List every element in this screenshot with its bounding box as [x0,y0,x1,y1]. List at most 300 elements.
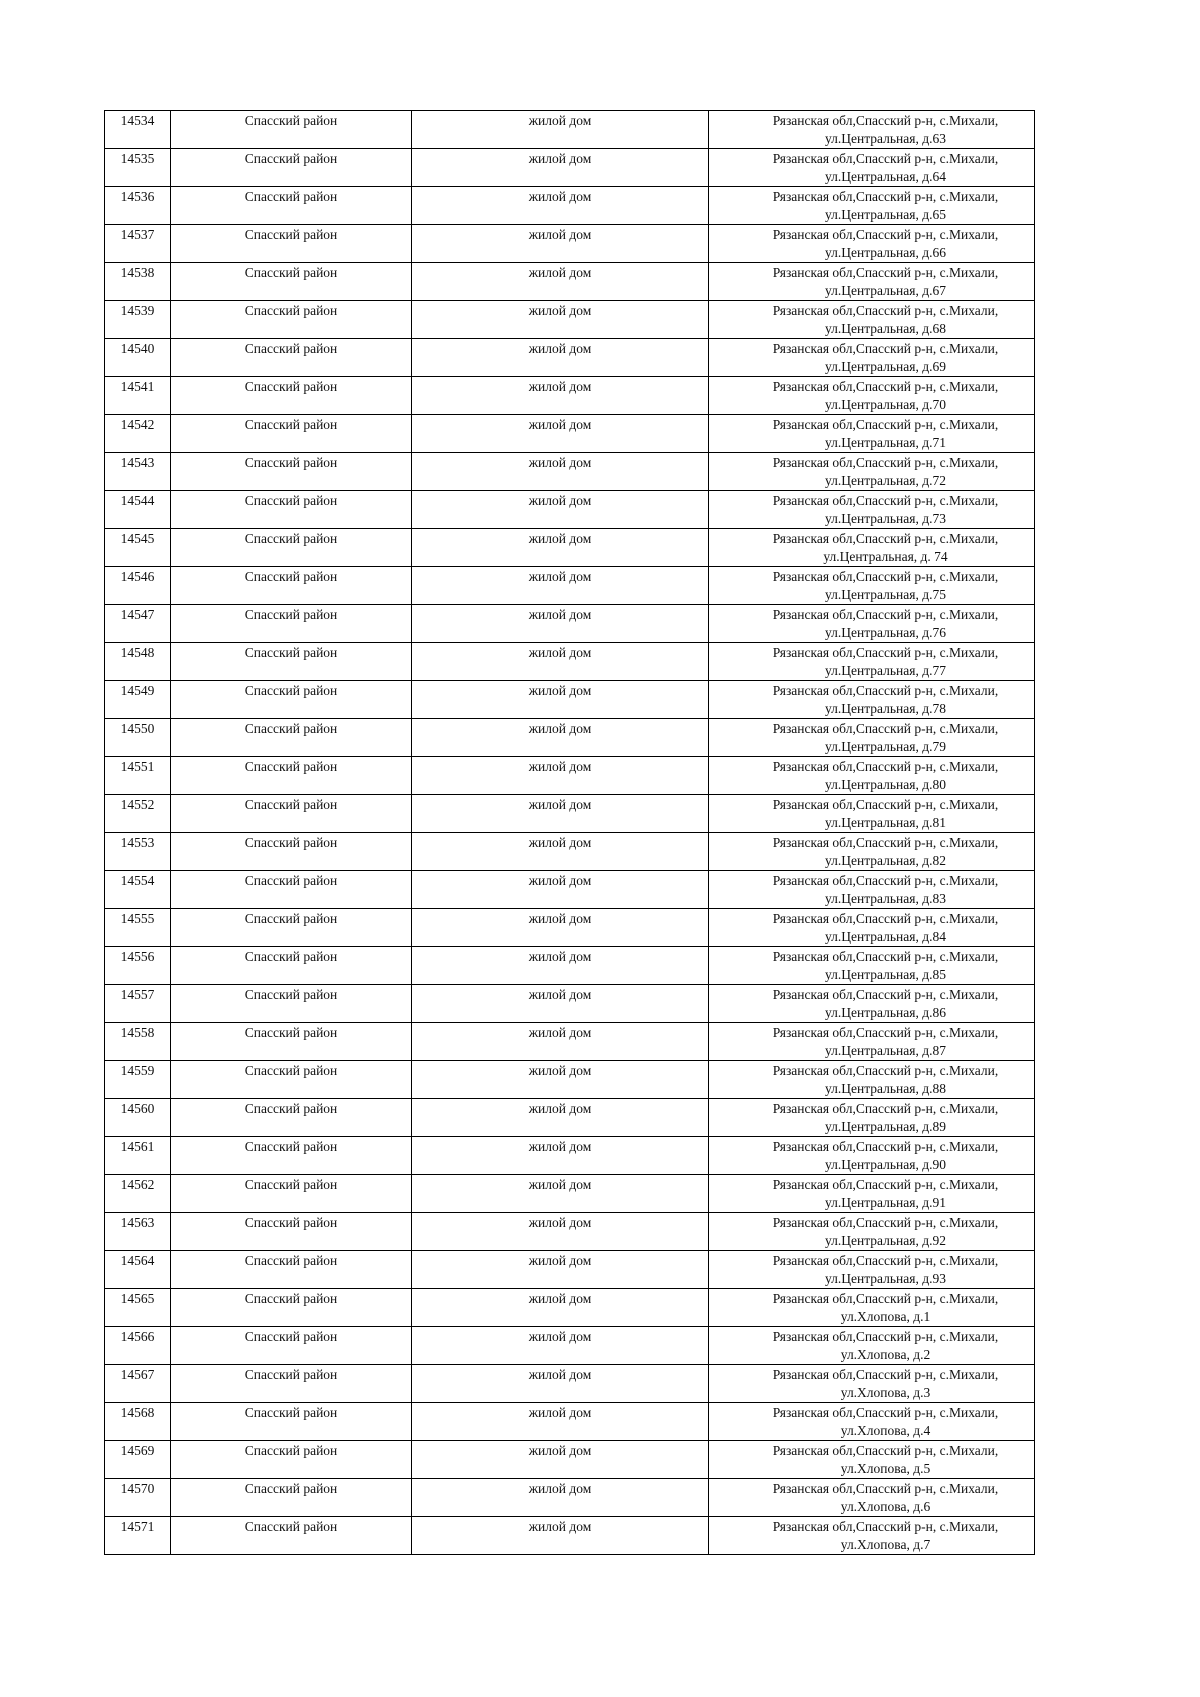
address-line-region: Рязанская обл,Спасский р-н, с.Михали, [772,797,999,812]
address-line-street: ул.Центральная, д. 74 [823,549,948,564]
address-line-street: ул.Центральная, д.67 [825,283,946,298]
district-name: Спасский район [244,607,338,622]
address-line-region: Рязанская обл,Спасский р-н, с.Михали, [772,113,999,128]
address-line-street: ул.Центральная, д.65 [825,207,946,222]
address-line-street: ул.Центральная, д.70 [825,397,946,412]
address-cell [709,1289,1035,1327]
district-cell [171,301,412,339]
registry-table-body [105,111,1035,1555]
district-name: Спасский район [244,113,338,128]
table-row [105,833,1035,871]
object-type-cell [412,339,709,377]
record-number: 14567 [120,1367,155,1382]
address-line-region: Рязанская обл,Спасский р-н, с.Михали, [772,1367,999,1382]
address-cell [709,1365,1035,1403]
address-line-region: Рязанская обл,Спасский р-н, с.Михали, [772,873,999,888]
district-cell [171,871,412,909]
object-type: жилой дом [528,1215,592,1230]
district-cell [171,795,412,833]
address-line-street: ул.Центральная, д.66 [825,245,946,260]
address-line-street: ул.Центральная, д.82 [825,853,946,868]
district-name: Спасский район [244,1291,338,1306]
object-type: жилой дом [528,797,592,812]
record-number: 14564 [120,1253,155,1268]
district-cell [171,377,412,415]
district-name: Спасский район [244,873,338,888]
table-row [105,1479,1035,1517]
address-line-region: Рязанская обл,Спасский р-н, с.Михали, [772,987,999,1002]
district-name: Спасский район [244,493,338,508]
record-number: 14551 [120,759,155,774]
object-type: жилой дом [528,1443,592,1458]
object-type: жилой дом [528,1481,592,1496]
object-type-cell [412,643,709,681]
district-name: Спасский район [244,645,338,660]
record-number-cell [105,187,171,225]
district-cell [171,111,412,149]
district-name: Спасский район [244,1063,338,1078]
district-name: Спасский район [244,1139,338,1154]
record-number-cell [105,681,171,719]
object-type-cell [412,909,709,947]
address-cell [709,833,1035,871]
table-row [105,757,1035,795]
address-cell [709,757,1035,795]
address-line-street: ул.Центральная, д.71 [825,435,946,450]
address-cell [709,1327,1035,1365]
table-row [105,681,1035,719]
address-line-street: ул.Центральная, д.78 [825,701,946,716]
address-line-street: ул.Хлопова, д.7 [840,1537,931,1552]
object-type-cell [412,605,709,643]
district-cell [171,529,412,567]
record-number: 14548 [120,645,155,660]
record-number-cell [105,453,171,491]
object-type-cell [412,111,709,149]
address-cell [709,1213,1035,1251]
object-type: жилой дом [528,1139,592,1154]
address-cell [709,605,1035,643]
object-type: жилой дом [528,189,592,204]
address-cell [709,529,1035,567]
address-cell [709,1023,1035,1061]
table-row [105,1099,1035,1137]
address-line-region: Рязанская обл,Спасский р-н, с.Михали, [772,1443,999,1458]
table-row [105,377,1035,415]
address-line-region: Рязанская обл,Спасский р-н, с.Михали, [772,379,999,394]
address-cell [709,985,1035,1023]
district-cell [171,1479,412,1517]
record-number-cell [105,263,171,301]
object-type: жилой дом [528,911,592,926]
district-cell [171,1099,412,1137]
table-row [105,187,1035,225]
district-name: Спасский район [244,835,338,850]
object-type: жилой дом [528,265,592,280]
address-line-region: Рязанская обл,Спасский р-н, с.Михали, [772,493,999,508]
address-line-street: ул.Центральная, д.80 [825,777,946,792]
record-number: 14569 [120,1443,155,1458]
district-cell [171,1213,412,1251]
record-number-cell [105,795,171,833]
address-line-region: Рязанская обл,Спасский р-н, с.Михали, [772,1063,999,1078]
table-row [105,1251,1035,1289]
table-row [105,1403,1035,1441]
record-number-cell [105,871,171,909]
object-type-cell [412,1137,709,1175]
district-cell [171,1023,412,1061]
record-number-cell [105,1061,171,1099]
table-row [105,339,1035,377]
record-number: 14541 [120,379,155,394]
object-type: жилой дом [528,113,592,128]
table-row [105,529,1035,567]
district-cell [171,263,412,301]
address-line-region: Рязанская обл,Спасский р-н, с.Михали, [772,341,999,356]
address-line-region: Рязанская обл,Спасский р-н, с.Михали, [772,835,999,850]
record-number: 14550 [120,721,155,736]
object-type-cell [412,377,709,415]
record-number: 14563 [120,1215,155,1230]
object-type: жилой дом [528,645,592,660]
district-name: Спасский район [244,1253,338,1268]
address-line-region: Рязанская обл,Спасский р-н, с.Михали, [772,1215,999,1230]
address-line-region: Рязанская обл,Спасский р-н, с.Михали, [772,1025,999,1040]
district-name: Спасский район [244,455,338,470]
object-type-cell [412,1441,709,1479]
object-type-cell [412,1289,709,1327]
address-cell [709,947,1035,985]
object-type-cell [412,225,709,263]
address-line-region: Рязанская обл,Спасский р-н, с.Михали, [772,227,999,242]
object-type: жилой дом [528,1177,592,1192]
table-row [105,1289,1035,1327]
record-number: 14545 [120,531,155,546]
district-name: Спасский район [244,911,338,926]
district-cell [171,1137,412,1175]
object-type: жилой дом [528,683,592,698]
district-cell [171,643,412,681]
table-row [105,909,1035,947]
address-line-street: ул.Центральная, д.83 [825,891,946,906]
district-name: Спасский район [244,1443,338,1458]
object-type-cell [412,795,709,833]
address-line-street: ул.Хлопова, д.5 [840,1461,931,1476]
address-cell [709,263,1035,301]
address-line-street: ул.Центральная, д.76 [825,625,946,640]
address-line-region: Рязанская обл,Спасский р-н, с.Михали, [772,1177,999,1192]
record-number: 14544 [120,493,155,508]
record-number-cell [105,377,171,415]
object-type-cell [412,1403,709,1441]
object-type-cell [412,1023,709,1061]
address-line-street: ул.Центральная, д.63 [825,131,946,146]
table-row [105,111,1035,149]
record-number-cell [105,1441,171,1479]
object-type: жилой дом [528,1101,592,1116]
object-type: жилой дом [528,569,592,584]
address-cell [709,1479,1035,1517]
object-type: жилой дом [528,341,592,356]
address-line-street: ул.Хлопова, д.2 [840,1347,931,1362]
table-row [105,1175,1035,1213]
address-line-region: Рязанская обл,Спасский р-н, с.Михали, [772,1481,999,1496]
record-number: 14535 [120,151,155,166]
address-line-region: Рязанская обл,Спасский р-н, с.Михали, [772,607,999,622]
record-number-cell [105,1099,171,1137]
address-cell [709,1137,1035,1175]
address-line-street: ул.Центральная, д.64 [825,169,946,184]
address-line-street: ул.Центральная, д.75 [825,587,946,602]
address-line-region: Рязанская обл,Спасский р-н, с.Михали, [772,1101,999,1116]
record-number-cell [105,757,171,795]
district-name: Спасский район [244,683,338,698]
object-type-cell [412,1327,709,1365]
district-cell [171,453,412,491]
object-type: жилой дом [528,1519,592,1534]
record-number-cell [105,1479,171,1517]
district-name: Спасский район [244,379,338,394]
district-name: Спасский район [244,531,338,546]
table-row [105,947,1035,985]
record-number-cell [105,719,171,757]
object-type: жилой дом [528,531,592,546]
district-name: Спасский район [244,1215,338,1230]
object-type: жилой дом [528,379,592,394]
object-type: жилой дом [528,227,592,242]
record-number: 14565 [120,1291,155,1306]
address-line-region: Рязанская обл,Спасский р-н, с.Михали, [772,645,999,660]
address-cell [709,1061,1035,1099]
object-type: жилой дом [528,493,592,508]
address-cell [709,795,1035,833]
district-cell [171,1365,412,1403]
address-cell [709,719,1035,757]
district-cell [171,1289,412,1327]
record-number: 14542 [120,417,155,432]
district-name: Спасский район [244,189,338,204]
object-type: жилой дом [528,835,592,850]
object-type: жилой дом [528,1329,592,1344]
record-number-cell [105,529,171,567]
record-number: 14559 [120,1063,155,1078]
district-cell [171,985,412,1023]
record-number-cell [105,1213,171,1251]
object-type-cell [412,1479,709,1517]
table-row [105,1517,1035,1555]
address-cell [709,1099,1035,1137]
address-line-region: Рязанская обл,Спасский р-н, с.Михали, [772,1329,999,1344]
record-number-cell [105,149,171,187]
address-cell [709,491,1035,529]
record-number-cell [105,225,171,263]
record-number: 14537 [120,227,155,242]
table-row [105,795,1035,833]
address-line-street: ул.Центральная, д.89 [825,1119,946,1134]
district-cell [171,947,412,985]
object-type-cell [412,529,709,567]
table-row [105,263,1035,301]
registry-table [104,110,1035,1555]
address-cell [709,1403,1035,1441]
address-line-street: ул.Центральная, д.85 [825,967,946,982]
district-cell [171,1441,412,1479]
table-row [105,453,1035,491]
record-number: 14534 [120,113,155,128]
district-cell [171,187,412,225]
table-row [105,985,1035,1023]
address-line-street: ул.Центральная, д.87 [825,1043,946,1058]
address-line-street: ул.Центральная, д.92 [825,1233,946,1248]
object-type-cell [412,415,709,453]
district-name: Спасский район [244,265,338,280]
record-number: 14547 [120,607,155,622]
object-type-cell [412,453,709,491]
record-number: 14539 [120,303,155,318]
object-type-cell [412,985,709,1023]
record-number: 14552 [120,797,155,812]
address-cell [709,377,1035,415]
address-cell [709,1175,1035,1213]
table-row [105,415,1035,453]
record-number-cell [105,909,171,947]
record-number: 14561 [120,1139,155,1154]
address-line-street: ул.Центральная, д.91 [825,1195,946,1210]
record-number: 14555 [120,911,155,926]
table-row [105,605,1035,643]
address-line-street: ул.Хлопова, д.3 [840,1385,931,1400]
district-cell [171,1175,412,1213]
object-type: жилой дом [528,303,592,318]
district-name: Спасский район [244,1329,338,1344]
address-line-street: ул.Центральная, д.77 [825,663,946,678]
object-type: жилой дом [528,151,592,166]
record-number: 14571 [120,1519,155,1534]
district-name: Спасский район [244,151,338,166]
district-cell [171,415,412,453]
address-line-street: ул.Центральная, д.79 [825,739,946,754]
record-number: 14568 [120,1405,155,1420]
record-number-cell [105,1137,171,1175]
record-number: 14562 [120,1177,155,1192]
address-line-street: ул.Центральная, д.88 [825,1081,946,1096]
district-cell [171,681,412,719]
table-row [105,1441,1035,1479]
address-cell [709,225,1035,263]
address-cell [709,453,1035,491]
table-row [105,1327,1035,1365]
object-type-cell [412,1517,709,1555]
table-row [105,719,1035,757]
record-number: 14566 [120,1329,155,1344]
object-type: жилой дом [528,949,592,964]
record-number: 14546 [120,569,155,584]
district-name: Спасский район [244,303,338,318]
address-line-region: Рязанская обл,Спасский р-н, с.Михали, [772,151,999,166]
object-type-cell [412,567,709,605]
object-type-cell [412,1365,709,1403]
address-cell [709,1517,1035,1555]
district-name: Спасский район [244,1519,338,1534]
district-name: Спасский район [244,759,338,774]
address-line-region: Рязанская обл,Спасский р-н, с.Михали, [772,1405,999,1420]
address-cell [709,415,1035,453]
district-cell [171,1517,412,1555]
district-cell [171,1251,412,1289]
district-cell [171,833,412,871]
address-line-region: Рязанская обл,Спасский р-н, с.Михали, [772,1291,999,1306]
table-row [105,1213,1035,1251]
address-line-region: Рязанская обл,Спасский р-н, с.Михали, [772,683,999,698]
district-name: Спасский район [244,1177,338,1192]
object-type: жилой дом [528,1367,592,1382]
record-number-cell [105,947,171,985]
district-cell [171,149,412,187]
address-cell [709,1441,1035,1479]
district-name: Спасский район [244,1025,338,1040]
address-line-street: ул.Центральная, д.68 [825,321,946,336]
object-type-cell [412,263,709,301]
object-type-cell [412,947,709,985]
table-row [105,1365,1035,1403]
address-line-region: Рязанская обл,Спасский р-н, с.Михали, [772,265,999,280]
object-type-cell [412,681,709,719]
table-row [105,301,1035,339]
object-type-cell [412,491,709,529]
record-number-cell [105,1327,171,1365]
object-type-cell [412,1251,709,1289]
record-number: 14543 [120,455,155,470]
address-line-region: Рязанская обл,Спасский р-н, с.Михали, [772,1139,999,1154]
address-cell [709,187,1035,225]
district-cell [171,757,412,795]
table-row [105,491,1035,529]
district-cell [171,1403,412,1441]
record-number-cell [105,1023,171,1061]
record-number: 14558 [120,1025,155,1040]
address-line-street: ул.Центральная, д.86 [825,1005,946,1020]
record-number: 14553 [120,835,155,850]
district-cell [171,719,412,757]
object-type-cell [412,187,709,225]
record-number-cell [105,491,171,529]
record-number: 14538 [120,265,155,280]
record-number-cell [105,833,171,871]
address-line-region: Рязанская обл,Спасский р-н, с.Михали, [772,569,999,584]
record-number: 14560 [120,1101,155,1116]
district-cell [171,567,412,605]
record-number-cell [105,1251,171,1289]
record-number: 14549 [120,683,155,698]
address-line-street: ул.Хлопова, д.6 [840,1499,931,1514]
record-number: 14554 [120,873,155,888]
district-cell [171,605,412,643]
address-cell [709,567,1035,605]
record-number-cell [105,1365,171,1403]
district-cell [171,491,412,529]
object-type-cell [412,719,709,757]
address-line-street: ул.Центральная, д.81 [825,815,946,830]
address-line-region: Рязанская обл,Спасский р-н, с.Михали, [772,1253,999,1268]
address-line-region: Рязанская обл,Спасский р-н, с.Михали, [772,303,999,318]
record-number: 14570 [120,1481,155,1496]
record-number: 14540 [120,341,155,356]
object-type-cell [412,871,709,909]
record-number-cell [105,605,171,643]
address-cell [709,339,1035,377]
object-type: жилой дом [528,607,592,622]
record-number: 14536 [120,189,155,204]
